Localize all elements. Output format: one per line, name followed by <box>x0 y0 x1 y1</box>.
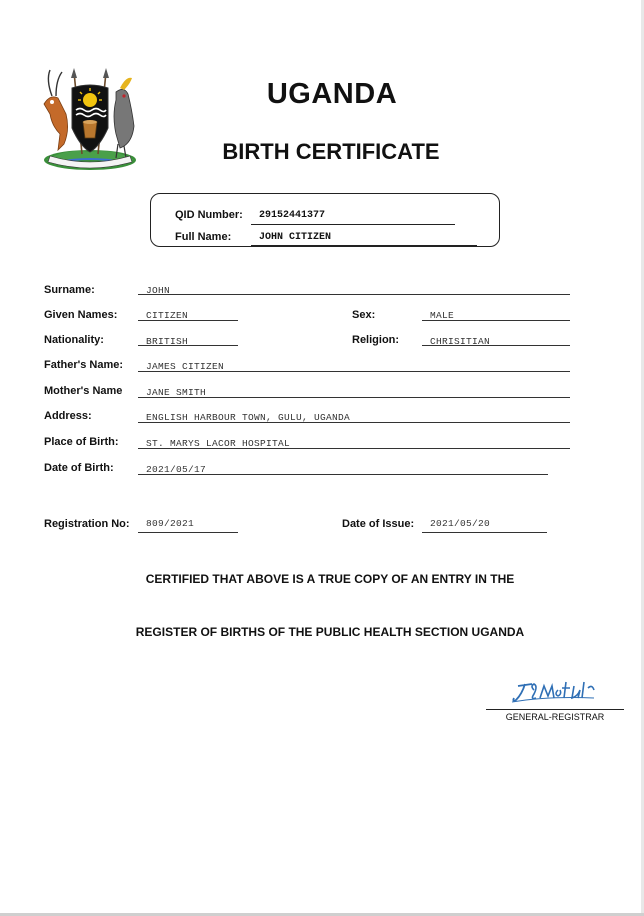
fathers-name-label: Father's Name: <box>44 359 124 371</box>
certification-line-2: REGISTER OF BIRTHS OF THE PUBLIC HEALTH SECTION UGANDA <box>135 625 525 639</box>
full-name-value: JOHN CITIZEN <box>259 232 332 243</box>
sex-value: MALE <box>430 310 455 321</box>
country-title: UGANDA <box>266 78 398 110</box>
nationality-label: Nationality: <box>44 334 104 346</box>
address-line <box>138 422 570 423</box>
mothers-name-label: Mother's Name <box>44 385 123 397</box>
full-name-label: Full Name: <box>175 231 232 243</box>
nationality-value: BRITISH <box>146 336 189 347</box>
nationality-line <box>138 345 238 346</box>
date-of-birth-label: Date of Birth: <box>44 462 114 474</box>
date-of-issue-line <box>422 532 547 533</box>
date-of-issue-label: Date of Issue: <box>342 518 415 530</box>
address-label: Address: <box>44 410 92 422</box>
surname-label: Surname: <box>44 284 95 296</box>
full-name-line <box>251 245 477 246</box>
registration-no-value: 809/2021 <box>146 518 195 529</box>
place-of-birth-label: Place of Birth: <box>44 436 119 448</box>
religion-label: Religion: <box>352 334 400 346</box>
signature-line <box>486 709 624 710</box>
mothers-name-line <box>138 397 570 398</box>
place-of-birth-line <box>138 448 570 449</box>
date-of-birth-value: 2021/05/17 <box>146 464 207 475</box>
sex-line <box>422 320 570 321</box>
registration-no-label: Registration No: <box>44 518 130 530</box>
fathers-name-value: JAMES CITIZEN <box>146 361 225 372</box>
qid-number-value: 29152441377 <box>259 210 326 221</box>
document-title: BIRTH CERTIFICATE <box>222 139 440 164</box>
registrar-signature-icon <box>508 676 598 706</box>
mothers-name-value: JANE SMITH <box>146 387 207 398</box>
registration-no-line <box>138 532 238 533</box>
date-of-birth-line <box>138 474 548 475</box>
qid-number-line <box>251 224 455 225</box>
given-names-value: CITIZEN <box>146 310 189 321</box>
given-names-label: Given Names: <box>44 309 118 321</box>
sex-label: Sex: <box>352 309 376 321</box>
qid-number-label: QID Number: <box>175 209 243 221</box>
surname-value: JOHN <box>146 285 171 296</box>
given-names-line <box>138 320 238 321</box>
uganda-coat-of-arms-icon <box>36 64 144 174</box>
fathers-name-line <box>138 371 570 372</box>
certification-line-1: CERTIFIED THAT ABOVE IS A TRUE COPY OF AN ENTRY IN THE <box>145 572 515 586</box>
address-value: ENGLISH HARBOUR TOWN, GULU, UGANDA <box>146 412 351 423</box>
id-summary-box <box>150 193 500 247</box>
date-of-issue-value: 2021/05/20 <box>430 518 491 529</box>
religion-line <box>422 345 570 346</box>
religion-value: CHRISITIAN <box>430 336 491 347</box>
place-of-birth-value: ST. MARYS LACOR HOSPITAL <box>146 438 291 449</box>
surname-line <box>138 294 570 295</box>
registrar-title: GENERAL-REGISTRAR <box>505 712 605 722</box>
